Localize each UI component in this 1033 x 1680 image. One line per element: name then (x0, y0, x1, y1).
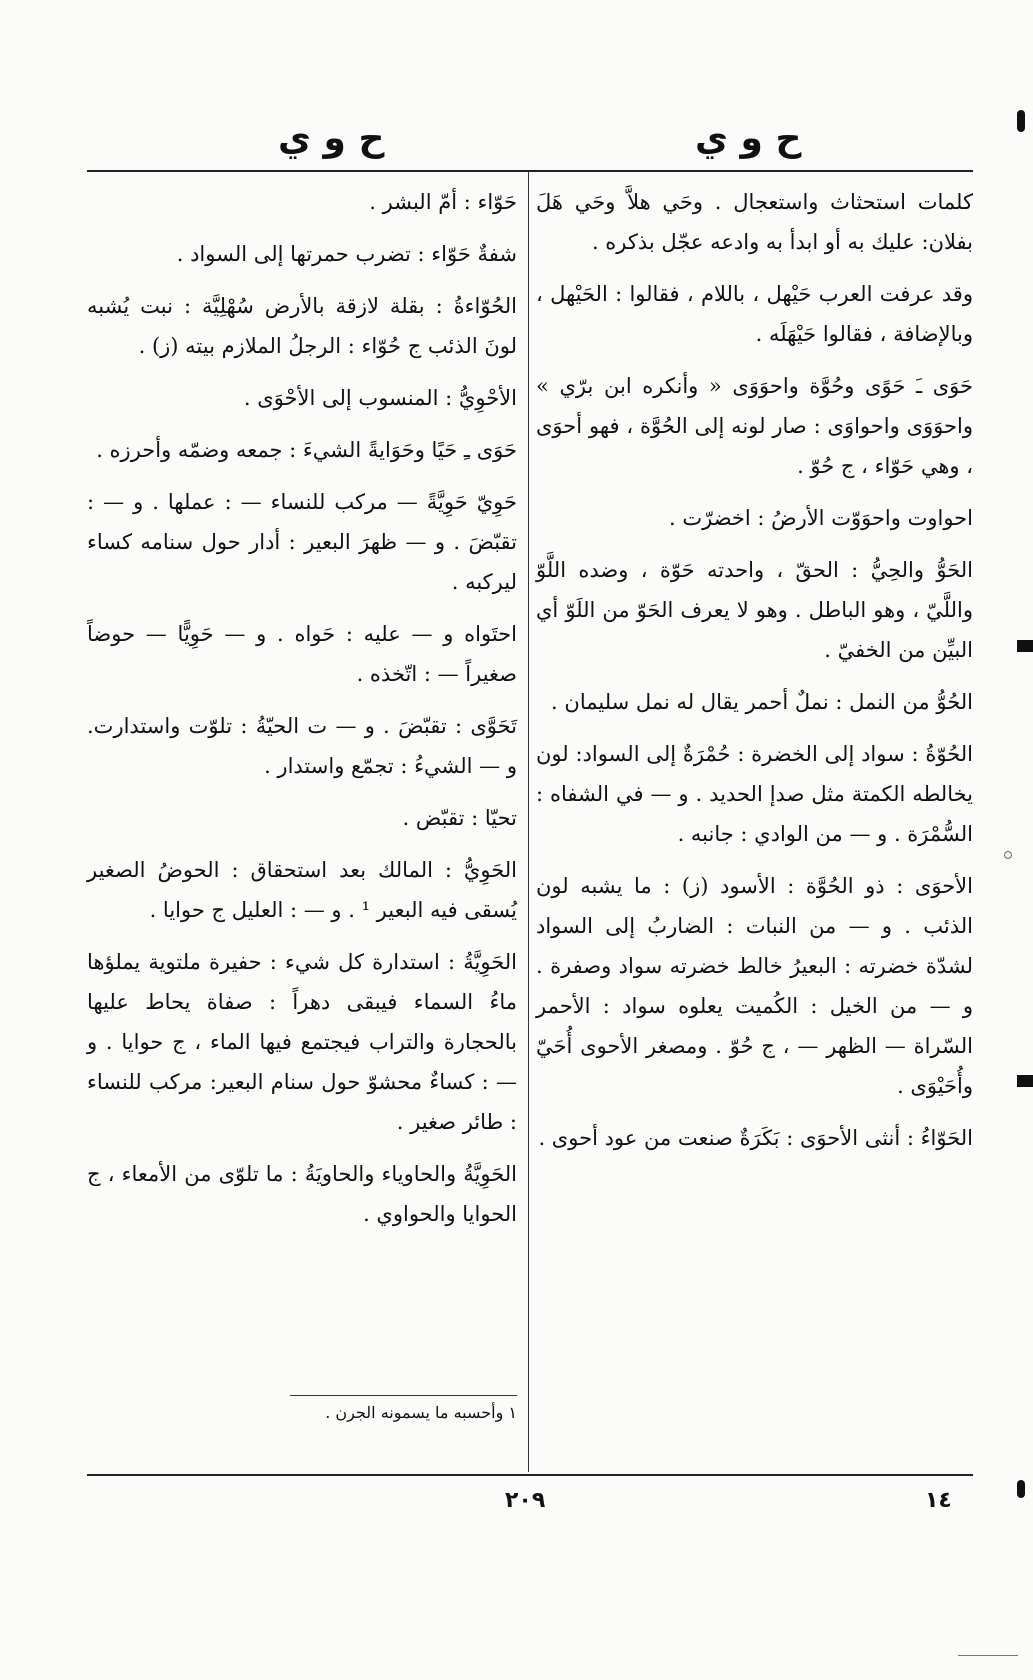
left-page-number: ٢٠٩ (505, 1488, 546, 1513)
left-running-head: ح و ي (278, 118, 385, 159)
entry: احتَواه و — عليه : حَواه . و — حَوِيًّا — حوضاً صغيراً — : اتّخذه . (87, 622, 517, 686)
margin-mark (1017, 110, 1025, 132)
entry: الحُوّاءةُ : بقلة لازقة بالأرض سُهْلِيَّة : نبت يُشبه لونَ الذئب ج حُوّاء : الرجلُ الملازم بيته (ز) . (87, 294, 517, 358)
entry: كلمات استحثاث واستعجال . وحَي هلاَّ وحَي هَلَ بفلان: عليك به أو ابدأ به وادعه عجّل بذكره . (536, 190, 973, 254)
entry: حَوَى ـَ حَوًى وحُوَّة واحوَوَى « وأنكره ابن برّي » واحوَوَى واحواوَى : صار لونه إلى الحُوَّة ، فهو أحوَى ، وهي حَوّاء ، ج حُوّ . (536, 374, 973, 478)
right-running-head: ح و ي (695, 118, 802, 159)
footer-rule (87, 1474, 973, 1476)
margin-mark (1017, 1480, 1025, 1498)
entry: الأحْوِيُّ : المنسوب إلى الأحْوَى . (243, 386, 517, 410)
footnote: ١ وأحسبه ما يسمونه الجرن . (325, 1403, 517, 1422)
entry: حَوِيّ حَوِيَّةً — مركب للنساء — : عملها . و — : تقبّضَ . و — ظهرَ البعير : أدار حول سنامه كساء ليركبه . (87, 490, 517, 594)
entry: الحُوُّ من النمل : نملٌ أحمر يقال له نمل سليمان . (551, 690, 973, 714)
column-divider (528, 172, 529, 1472)
entry: الحُوّةُ : سواد إلى الخضرة : حُمْرَةٌ إلى السواد: لون يخالطه الكمتة مثل صدإ الحديد . و — في الشفاه : السُّمْرَة . و — من الوادي : جانبه . (536, 742, 973, 846)
left-column (87, 182, 517, 1246)
header-rule (87, 170, 973, 172)
right-column (536, 182, 973, 1170)
footnote-rule (290, 1395, 517, 1396)
margin-dot (1004, 851, 1012, 859)
entry: الحَوِيَّةُ : استدارة كل شيء : حفيرة ملتوية يملؤها ماءُ السماء فيبقى دهراً : صفاة يحاط عليها بالحجارة والتراب فيجتمع فيها الماء ، ج حوايا . و — : كساءٌ محشوّ حول سنام البعير: مركب للنساء : طائر صغير . (87, 950, 517, 1134)
margin-mark (1017, 640, 1033, 652)
entry: حَوَى ـِ حَيًا وحَوَايةً الشيءَ : جمعه وضمّه وأحرزه . (96, 438, 517, 462)
edge-rule (958, 1655, 1018, 1656)
right-page-number: ١٤ (925, 1488, 952, 1513)
entry: الحَوّاءُ : أنثى الأحوَى : بَكَرَةٌ صنعت من عود أحوى . (538, 1126, 973, 1150)
entry: احواوت واحوَوّت الأرضُ : اخضرّت . (669, 506, 973, 530)
entry: الحَوِيَّةُ والحاوياء والحاويَةُ : ما تلوّى من الأمعاء ، ج الحوايا والحواوي . (87, 1162, 517, 1226)
entry: شفةٌ حَوّاء : تضرب حمرتها إلى السواد . (176, 242, 517, 266)
entry: تَحَوَّى : تقبّضَ . و — ت الحيّةُ : تلوّت واستدارت. و — الشيءُ : تجمّع واستدار . (87, 714, 517, 778)
margin-mark (1017, 1075, 1033, 1087)
entry: الأحوَى : ذو الحُوَّة : الأسود (ز) : ما يشبه لون الذئب . و — من النبات : الضاربُ إلى السواد لشدّة خضرته : البعيرُ خالط خضرته سواد وصفرة . و — من الخيل : الكُميت يعلوه سواد : الأحمر السّراة — الظهر — ، ج حُوّ . ومصغر الأحوى أُحَيّ وأُحَيْوَى . (536, 874, 973, 1098)
entry: وقد عرفت العرب حَيْهل ، باللام ، فقالوا : الحَيْهل ، وبالإضافة ، فقالوا حَيْهَلَه . (536, 282, 973, 346)
entry: الحَوُّ والحِيُّ : الحقّ ، واحدته حَوّة ، وضده اللَّوّ واللَّيّ ، وهو الباطل . وهو لا يعرف الحَوّ من اللَوّ أي البيِّن من الخفيّ . (536, 558, 973, 662)
entry: الحَوِيُّ : المالك بعد استحقاق : الحوضُ الصغير يُسقى فيه البعير ¹ . و — : العليل ج حوايا . (87, 858, 517, 922)
entry: تحيّا : تقبّض . (402, 806, 517, 830)
entry: حَوّاء : أمّ البشر . (369, 190, 517, 214)
